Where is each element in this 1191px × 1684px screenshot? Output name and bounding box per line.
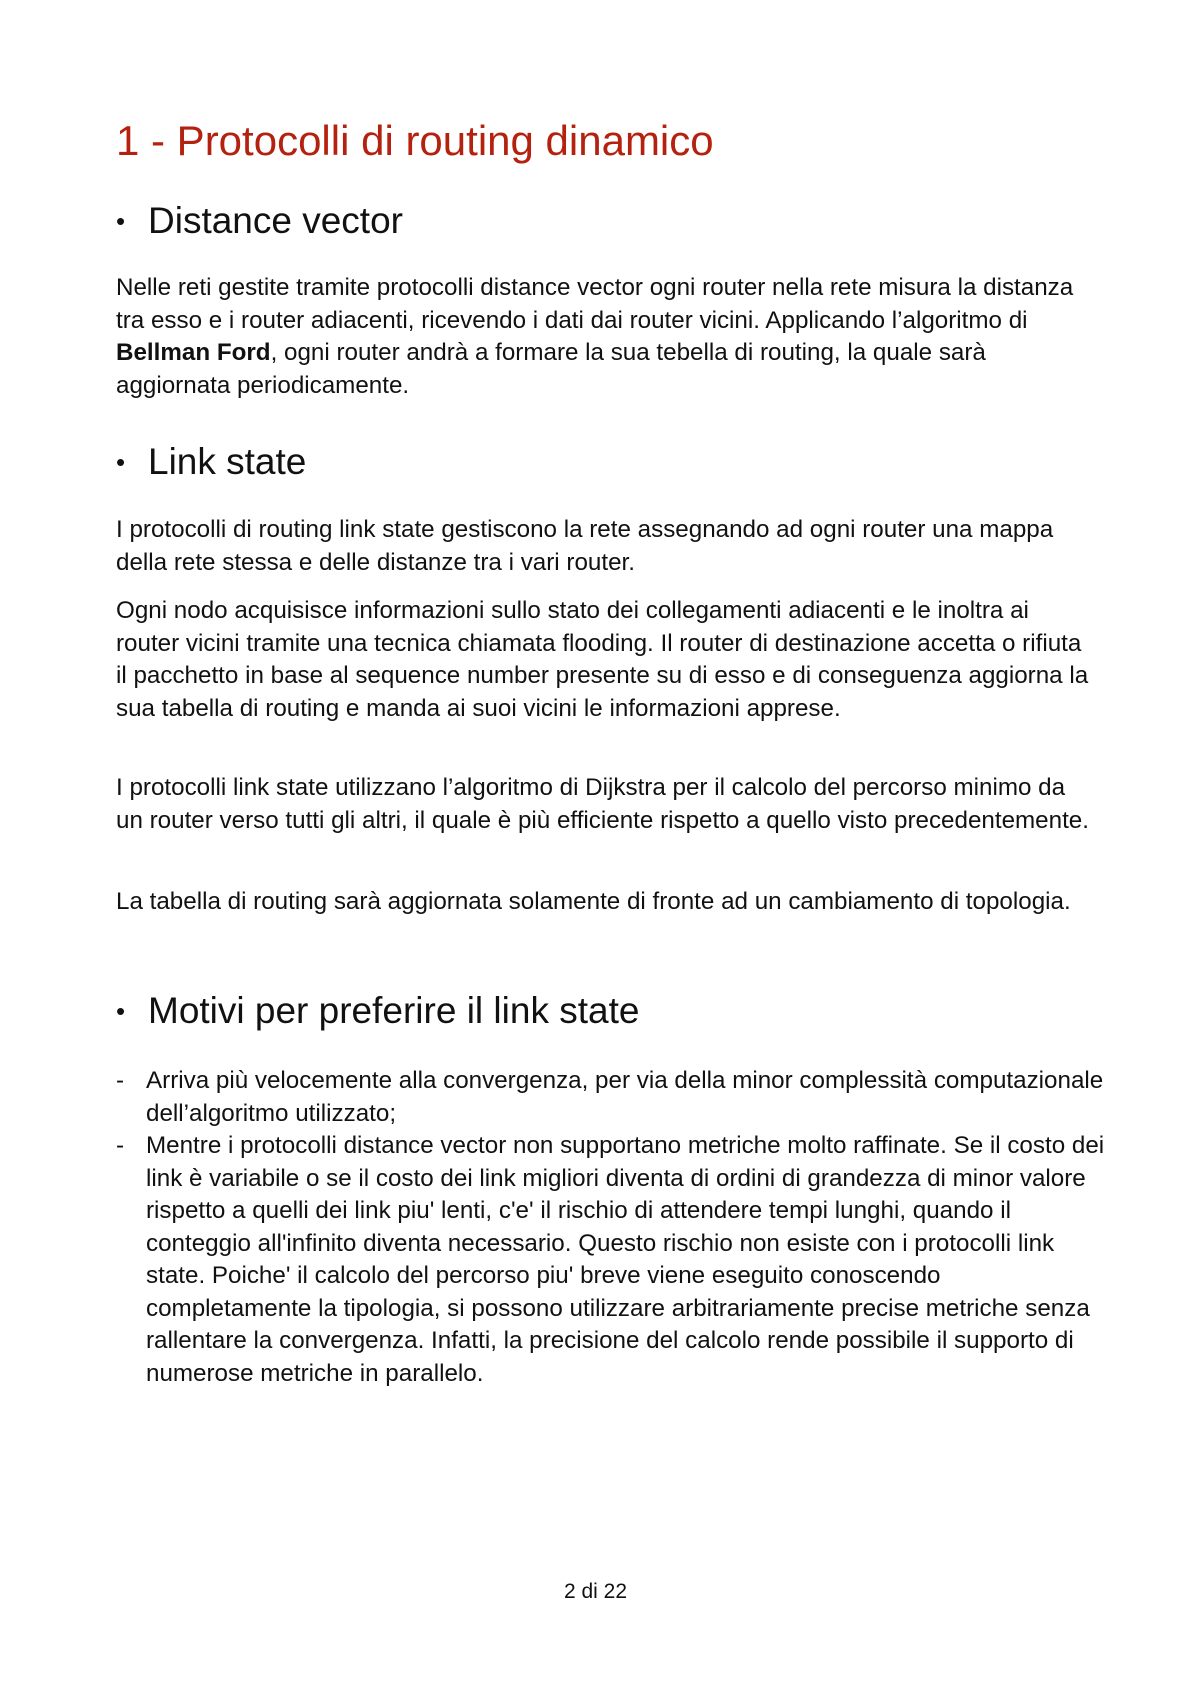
paragraph-link-state-4: La tabella di routing sarà aggiornata solamente di fronte ad un cambiamento di topologia. xyxy=(116,888,1071,915)
dash-marker-icon: - xyxy=(116,1132,125,1159)
list-item xyxy=(116,1065,1106,1130)
paragraph-link-state-3: I protocolli link state utilizzano l’algoritmo di Dijkstra per il calcolo del percorso minimo da un router verso tutti gli altri, il quale è più efficiente rispetto a quello visto precedentemente. xyxy=(116,774,1089,834)
bold-term-bellman-ford: Bellman Ford xyxy=(116,339,271,366)
bullet-icon: • xyxy=(116,447,126,477)
page-title: 1 - Protocolli di routing dinamico xyxy=(116,117,714,164)
bullet-icon: • xyxy=(116,996,126,1026)
reasons-list xyxy=(116,1065,1106,1390)
list-item-text: Mentre i protocolli distance vector non supportano metriche molto raffinate. Se il costo dei link è variabile o se il costo dei link migliori diventa di ordini di grandezza di minor valore rispetto a quelli dei link piu' lenti, c'e' il rischio di attendere tempi lunghi, quando il conteggio all'infinito diventa necessario. Questo rischio non esiste con i protocolli link state. Poiche' il calcolo del percorso piu' breve viene eseguito conoscendo completamente la tipologia, si possono utilizzare arbitrariamente precise metriche senza rallentare la convergenza. Infatti, la precisione del calcolo rende possibile il supporto di numerose metriche in parallelo. xyxy=(146,1132,1105,1387)
paragraph-text: Nelle reti gestite tramite protocolli distance vector ogni router nella rete misura la distanza tra esso e i router adiacenti, ricevendo i dati dai router vicini. Applicando l’algoritmo di xyxy=(116,274,1074,334)
paragraph-text: , ogni router andrà a formare la sua tebella di routing, la quale sarà aggiornata periodicamente. xyxy=(116,339,986,399)
section-heading-text: Distance vector xyxy=(148,200,403,241)
paragraph-link-state-2: Ogni nodo acquisisce informazioni sullo stato dei collegamenti adiacenti e le inoltra ai router vicini tramite una tecnica chiamata flooding. Il router di destinazione accetta o rifiuta il pacchetto in base al sequence number presente su di esso e di conseguenza aggiorna la sua tabella di routing e manda ai suoi vicini le informazioni apprese. xyxy=(116,597,1089,722)
section-heading-link-state xyxy=(116,441,306,483)
list-item-text: Arriva più velocemente alla convergenza, per via della minor complessità computazionale dell’algoritmo utilizzato; xyxy=(146,1067,1104,1127)
paragraph-distance-vector xyxy=(116,272,1096,402)
bullet-icon: • xyxy=(116,206,126,236)
section-heading-motivi xyxy=(116,990,639,1032)
section-heading-text: Motivi per preferire il link state xyxy=(148,990,640,1031)
section-heading-text: Link state xyxy=(148,441,307,482)
dash-marker-icon: - xyxy=(116,1067,125,1094)
section-heading-distance-vector xyxy=(116,200,403,242)
paragraph-link-state-1: I protocolli di routing link state gestiscono la rete assegnando ad ogni router una mappa della rete stessa e delle distanze tra i vari router. xyxy=(116,516,1054,576)
list-item xyxy=(116,1130,1106,1390)
page-number: 2 di 22 xyxy=(563,1580,628,1603)
